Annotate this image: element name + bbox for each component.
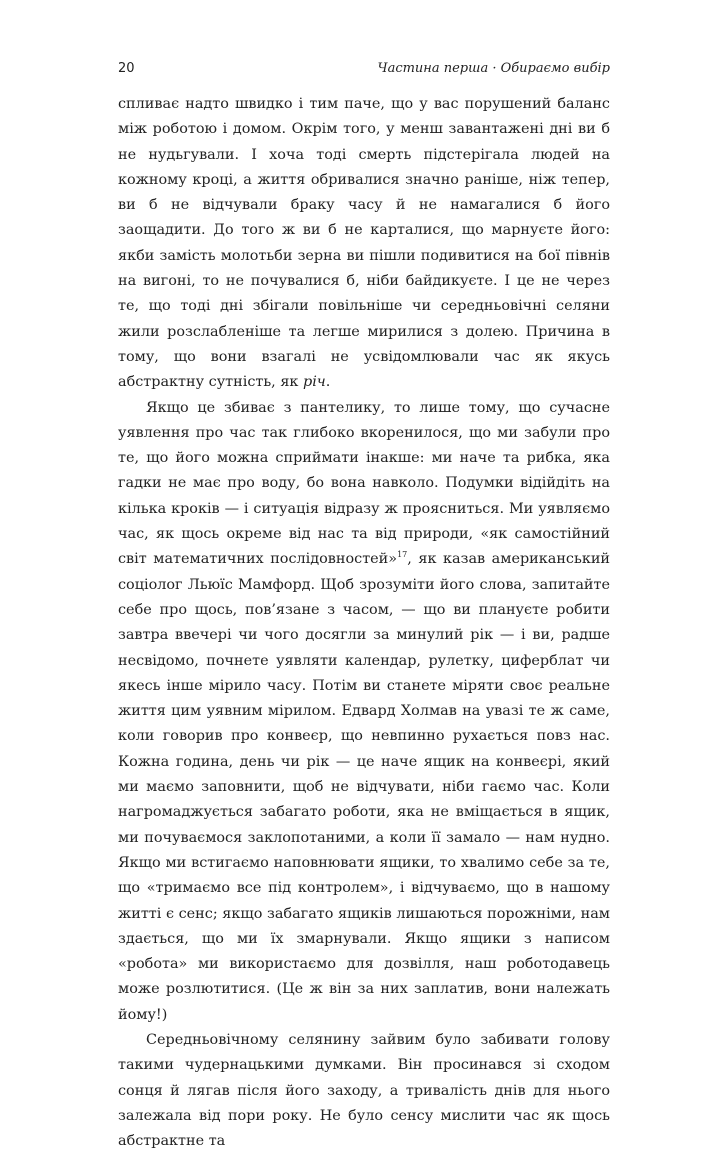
paragraph-2-text-start: Якщо це збиває з пантелику, то лише тому, що сучасне уявлення про час так глибоко вкоренилося, що ми забули про те, що його можна сприймати інакше: ми наче та рибка, яка гадки не має про воду, бо вона навколо. Подумки відійдіть на кілька кроків — і ситуація відразу ж проясниться. Ми уявляємо час, як щось окреме від нас та від природи, «як самостійний світ математичних послідовностей»	[118, 399, 610, 568]
page-header	[118, 58, 610, 80]
running-head: Частина перша · Обираємо вибір	[377, 61, 610, 76]
body-text	[118, 92, 610, 1154]
paragraph-2-text-end: , як казав американський соціолог Льюїс Мамфорд. Щоб зрозуміти його слова, запитайте себе про щось, пов’язане з часом, — що ви плануєте робити завтра ввечері чи чого досягли за минулий рік — і ви, радше несвідомо, почнете уявляти календар, рулетку, циферблат чи якесь інше мірило часу. Потім ви станете міряти своє реальне життя цим уявним мірилом. Едвард Холмав на увазі те ж саме, коли говорив про конвеєр, що невпинно рухається повз нас. Кожна година, день чи рік — це наче ящик на конвеєрі, який ми маємо заповнити, щоб не відчувати, ніби гаємо час. Коли нагромаджується забагато роботи, яка не вміщається в ящик, ми почуваємося заклопотаними, а коли її замало — нам нудно. Якщо ми встигаємо наповнювати ящики, то хвалимо себе за те, що «тримаємо все під контролем», і відчуваємо, що в нашому житті є сенс; якщо забагато ящиків лишаються порожніми, нам здається, що ми їх змарнували. Якщо ящики з написом «робота» ми використаємо для дозвілля, наш роботодавець може розлютитися. (Це ж він за них заплатив, вони належать йому!)	[118, 551, 611, 1023]
paragraph-1-text: спливає надто швидко і тим паче, що у вас порушений баланс між роботою і домом. Окрім того, у менш завантажені дні ви б не нудьгували. І хоча тоді смерть підстерігала людей на кожному кроці, а життя обривалися значно раніше, ніж тепер, ви б не відчували браку часу й не намагалися б його заощадити. До того ж ви б не карталися, що марнуєте його: якби замість молотьби зерна ви пішли подивитися на бої півнів на вигоні, то не почувалися б, ніби байдикуєте. І це не через те, що тоді дні збігали повільніше чи середньовічні селяни жили розслабленіше та легше мирилися з долею. Причина в тому, що вони взагалі не усвідомлювали час як якусь абстрактну сутність, як	[118, 96, 610, 391]
paragraph-3-text: Середньовічному селянину зайвим було забивати голову такими чудернацькими думками. Він просинався зі сходом сонця й лягав після його заходу, а тривалість днів для нього залежала від пори року. Не було сенсу мислити час як щось абстрактне та	[118, 1031, 610, 1150]
footnote-17-marker: 17	[397, 550, 408, 560]
page-number: 20	[118, 61, 135, 76]
paragraph-1-ending: .	[325, 374, 331, 391]
paragraph-2	[118, 396, 610, 1028]
paragraph-3	[118, 1028, 610, 1154]
italic-word-rich: річ	[302, 374, 326, 391]
paragraph-1	[118, 92, 610, 396]
